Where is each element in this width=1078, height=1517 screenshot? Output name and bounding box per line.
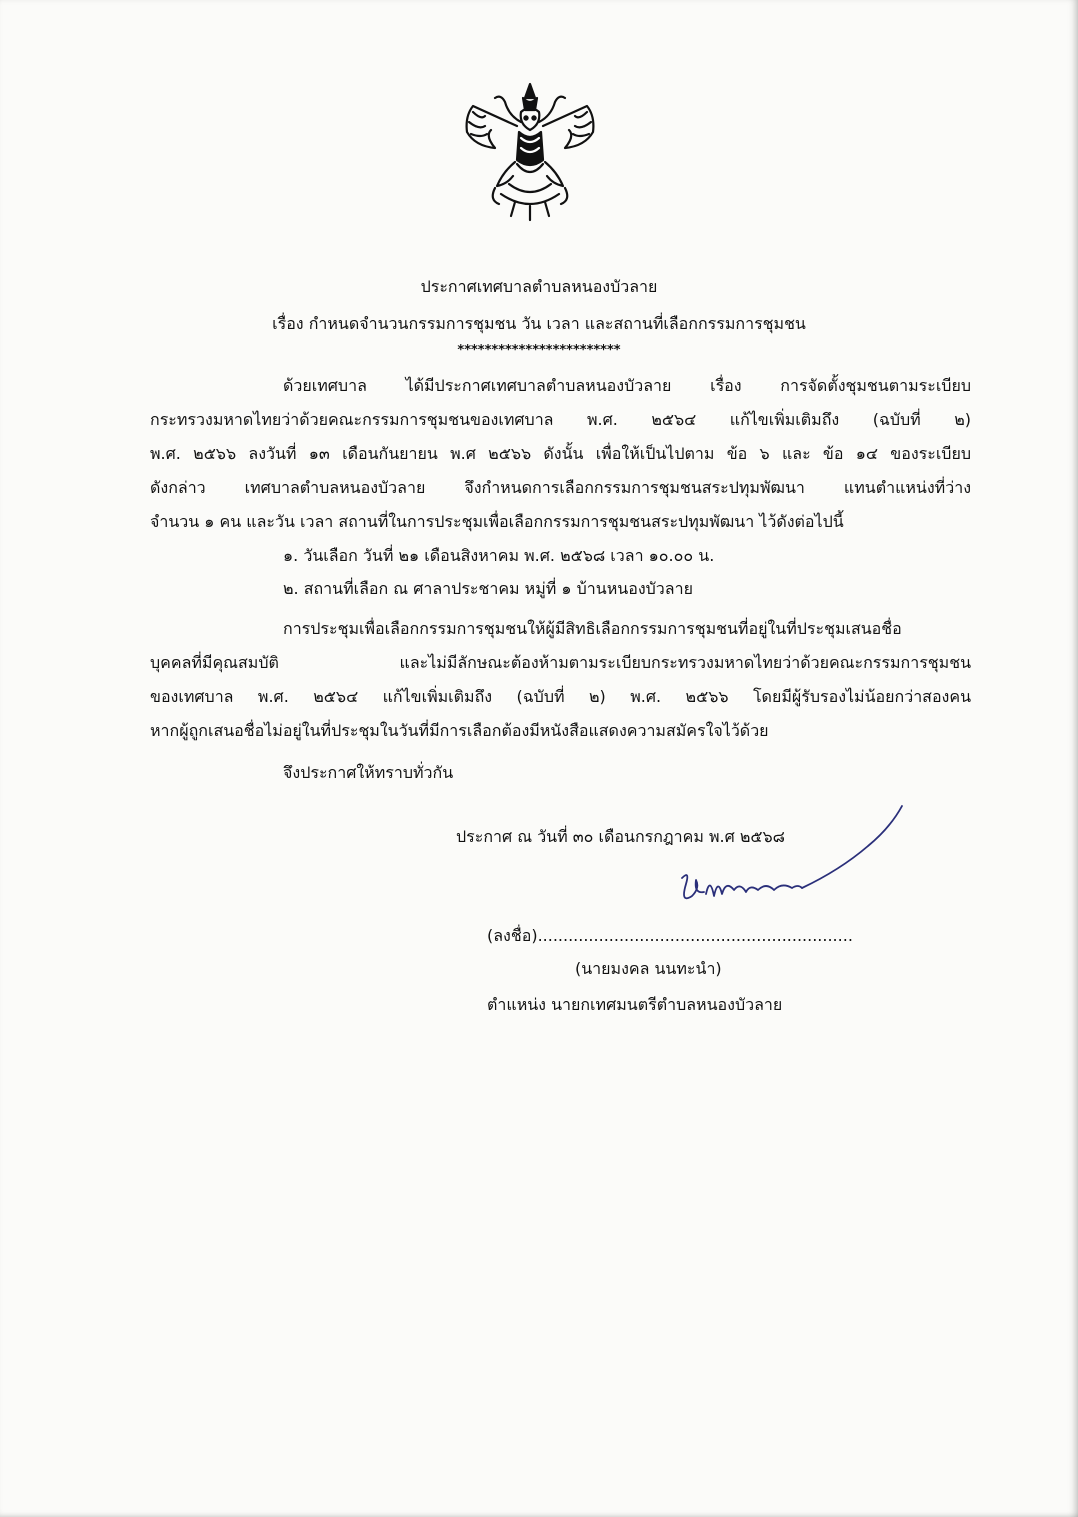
signer-position: ตำแหน่ง นายกเทศมนตรีตำบลหนองบัวลาย [487,995,783,1014]
handwritten-signature [600,800,920,930]
announcement-date: ประกาศ ณ วันที่ ๓๐ เดือนกรกฎาคม พ.ศ ๒๕๖๘ [456,827,785,846]
asterisk-separator: ************************ [457,343,621,358]
para1-line-3: พ.ศ. ๒๕๖๖ ลงวันที่ ๑๓ เดือนกันยายน พ.ศ ๒๕๖๖ ดังนั้น เพื่อให้เป็นไปตาม ข้อ ๖ และ ข้อ ๑๔ ของระเบียบ [150,444,971,463]
para2-line-4: หากผู้ถูกเสนอชื่อไม่อยู่ในที่ประชุมในวันที่มีการเลือกต้องมีหนังสือแสดงความสมัครใจไว้ด้วย [150,721,769,740]
closing-statement: จึงประกาศให้ทราบทั่วกัน [283,763,454,782]
para2-line-1: การประชุมเพื่อเลือกกรรมการชุมชนให้ผู้มีสิทธิเลือกกรรมการชุมชนที่อยู่ในที่ประชุมเสนอชื่อ [283,619,902,638]
announcement-title: ประกาศเทศบาลตำบลหนองบัวลาย [420,277,658,296]
para1-line-1: ด้วยเทศบาล ได้มีประกาศเทศบาลตำบลหนองบัวลาย เรื่อง การจัดตั้งชุมชนตามระเบียบ [283,376,971,395]
garuda-emblem-icon [455,76,605,226]
para2-line-2: บุคคลที่มีคุณสมบัติ และไม่มีลักษณะต้องห้ามตามระเบียบกระทรวงมหาดไทยว่าด้วยคณะกรรมการชุมชน [150,653,971,672]
para1-line-4: ดังกล่าว เทศบาลตำบลหนองบัวลาย จึงกำหนดการเลือกกรรมการชุมชนสระปทุมพัฒนา แทนตำแหน่งที่ว่าง [150,478,971,497]
para1-line-2: กระทรวงมหาดไทยว่าด้วยคณะกรรมการชุมชนของเทศบาล พ.ศ. ๒๕๖๔ แก้ไขเพิ่มเติมถึง (ฉบับที่ ๒) [150,410,971,429]
para1-line-5: จำนวน ๑ คน และวัน เวลา สถานที่ในการประชุมเพื่อเลือกกรรมการชุมชนสระปทุมพัฒนา ไว้ดังต่อไปนี้ [150,512,844,531]
para2-line-3: ของเทศบาล พ.ศ. ๒๕๖๔ แก้ไขเพิ่มเติมถึง (ฉบับที่ ๒) พ.ศ. ๒๕๖๖ โดยมีผู้รับรองไม่น้อยกว่าสองคน [150,687,971,706]
announcement-subject: เรื่อง กำหนดจำนวนกรรมการชุมชน วัน เวลา และสถานที่เลือกกรรมการชุมชน [272,314,806,333]
signature-line: (ลงชื่อ).............................................................. [487,926,853,945]
list-item-1: ๑. วันเลือก วันที่ ๒๑ เดือนสิงหาคม พ.ศ. ๒๕๖๘ เวลา ๑๐.๐๐ น. [283,546,715,565]
list-item-2: ๒. สถานที่เลือก ณ ศาลาประชาคม หมู่ที่ ๑ บ้านหนองบัวลาย [283,579,693,598]
signer-name: (นายมงคล นนทะนำ) [575,959,722,978]
